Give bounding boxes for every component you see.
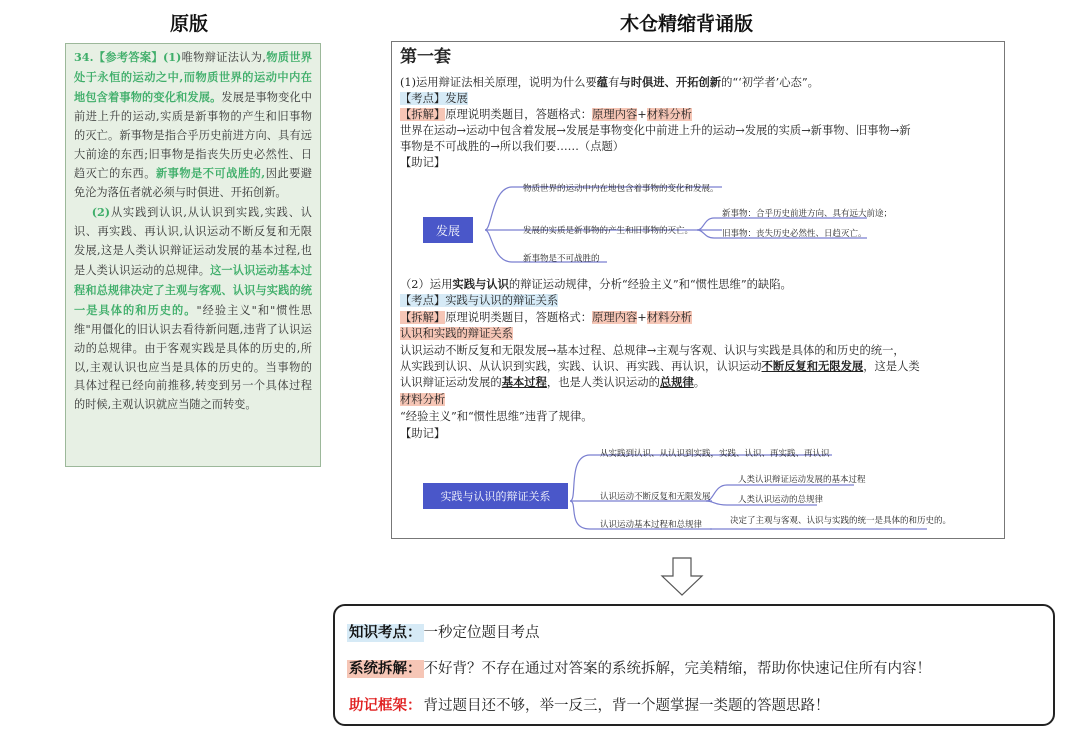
q2-chaijie: 【拆解】原理说明类题目，答题格式：原理内容+材料分析 [400,311,692,324]
chaijie-tag: 【拆解】 [400,108,446,121]
down-arrow-icon [658,556,706,598]
answer-number: 34. [74,50,94,64]
q1-question: (1)运用辩证法相关原理，说明为什么要蕴有与时俱进、开拓创新的“‘初学者’心态”。 [400,75,819,89]
part1-text-b: 发展是事物变化中前进上升的运动,实质是新事物的产生和旧事物的灭亡。新事物是指合乎历史前进方向、具有远大前途的东西;旧事物是指丧失历史必然性、日趋灭亡的东西。 [74,90,312,181]
answer-tag: 【参考答案】 [93,50,163,64]
mindmap-2-leaf-3a: 决定了主观与客观、认识与实践的统一是具体的和历史的。 [730,516,952,526]
mindmap-1-root: 发展 [423,217,473,243]
condensed-panel [391,41,1005,539]
feature-row-chaijie: 系统拆解： 不好背？不存在通过对答案的系统拆解，完美精缩，帮助你快速记住所有内容！ [349,661,931,677]
q2-line-3: 认识辩证运动发展的基本过程，也是人类认识运动的总规律。 [400,375,706,389]
feature-row-kaodian: 知识考点： 一秒定位题目考点 [349,625,540,641]
part2-text-a: 从实践到认识,从认识到实践,实践、认识、再实践、再认识,认识运动不断反复和无限发展,这是人类认识辩证运动发展的基本过程,也是人类认识运动的总规律。 [74,206,312,277]
mindmap-1-branch-1: 物质世界的运动中内在地包含着事物的变化和发展。 [523,184,719,194]
mindmap-1-leaf-2b: 旧事物：丧失历史必然性、日趋灭亡。 [722,229,867,239]
original-answer-panel [65,43,321,467]
q2-question: （2）运用实践与认识的辩证运动规律，分析“经验主义”和“惯性思维”的缺陷。 [400,277,792,291]
feature-summary-box [333,604,1055,726]
feature-row-zhuji: 助记框架： 背过题目还不够，举一反三，背一个题掌握一类题的答题思路！ [349,698,830,714]
mindmap-2-branch-1: 从实践到认识、从认识到实践，实践、认识、再实践、再认识 [600,449,830,459]
mindmap-2-leaf-2b: 人类认识运动的总规律 [738,495,824,505]
q2-section-principle: 认识和实践的辩证关系 [400,327,513,340]
mindmap-2-branch-3: 认识运动基本过程和总规律 [600,520,703,530]
part2-highlight: 这一认识运动基本过程和总规律决定了主观与客观、认识与实践的统一是具体的和历史的。 [74,262,312,317]
original-header: 原版 [170,13,209,35]
mindmap-2-root: 实践与认识的辩证关系 [423,483,568,509]
mindmap-2-branch-2: 认识运动不断反复和无限发展 [600,492,711,502]
q2-line-2: 从实践到认识、从认识到实践，实践、认识、再实践、再认识，认识运动不断反复和无限发展，这是人类 [400,359,920,373]
part2-text-b: "经验主义"和"惯性思维"用僵化的旧认识去看待新问题,违背了认识运动的总规律。由于客观实践是具体的历史的,所以,主观认识也应当是具体的历史的。当事物的具体过程已经向前推移,转变到另一个具体过程的时候,主观认识就应当随之而转变。 [74,303,312,412]
q2-zhuji: 【助记】 [400,427,446,440]
kaodian-tag: 【考点】发展 [400,92,468,105]
q2-line-4: “经验主义”和“惯性思维”违背了规律。 [400,410,593,423]
q2-kaodian: 【考点】实践与认识的辩证关系 [400,294,559,307]
part1-number: (1) [162,50,182,64]
mindmap-2-leaf-2a: 人类认识辩证运动发展的基本过程 [738,475,866,485]
part2-number: (2) [91,205,111,220]
part1-text-a: 唯物辩证法认为, [181,51,266,64]
q1-chain-line-2: 事物是不可战胜的→所以我们要……（点题） [400,140,625,153]
mindmap-1-branch-2: 发展的实质是新事物的产生和旧事物的灭亡。 [523,226,694,236]
q1-chain-line-1: 世界在运动→运动中包含着发展→发展是事物变化中前进上升的运动→发展的实质→新事物、旧事物→新 [400,124,911,137]
condensed-header: 木仓精缩背诵版 [620,13,754,35]
part1-text-c: 因此要避免沦为落伍者就必须与时俱进、开拓创新。 [74,167,312,200]
q2-section-material: 材料分析 [400,393,446,406]
q1-chaijie: 【拆解】原理说明类题目，答题格式：原理内容+材料分析 [400,108,692,121]
q2-line-1: 认识运动不断反复和无限发展→基本过程、总规律→主观与客观、认识与实践是具体的和历史的统一， [400,344,905,357]
q1-zhuji: 【助记】 [400,156,446,169]
part1-highlight-2: 新事物是不可战胜的, [155,166,266,181]
mindmap-1-branch-3: 新事物是不可战胜的 [523,254,600,264]
set-title: 第一套 [400,47,451,67]
mindmap-1-leaf-2a: 新事物：合乎历史前进方向、具有远大前途； [722,209,893,219]
part1-highlight-1: 物质世界处于永恒的运动之中,而物质世界的运动中内在地包含着事物的变化和发展。 [74,50,312,104]
